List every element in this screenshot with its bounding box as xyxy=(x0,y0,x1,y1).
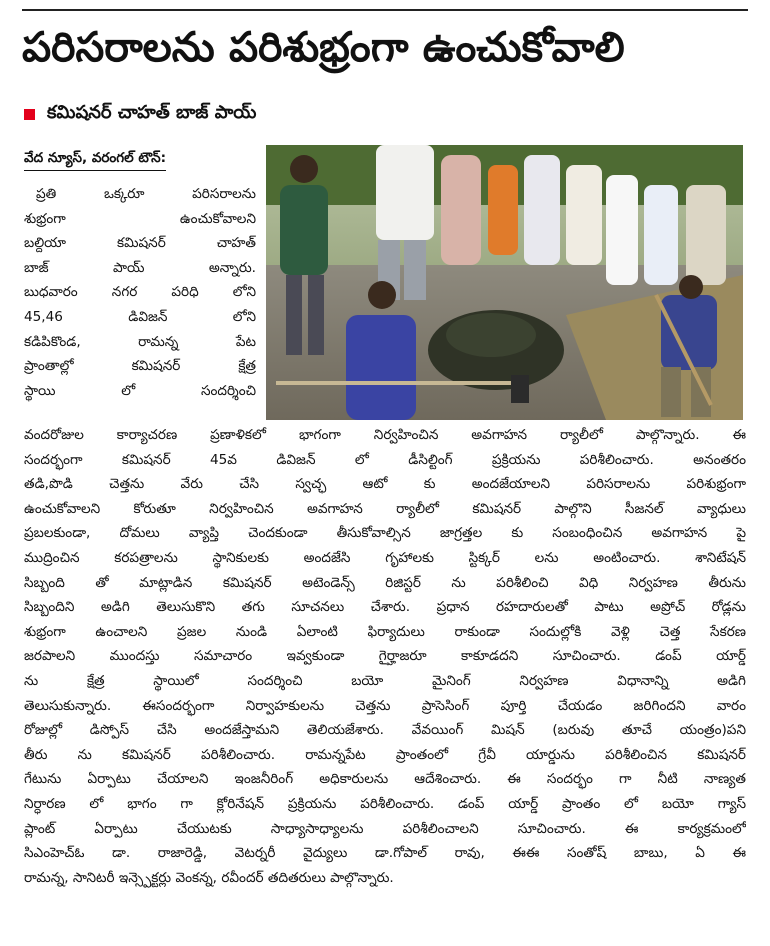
body-line: బాజ్ పాయ్ అన్నారు. xyxy=(24,259,256,276)
body-line: వందరోజుల కార్యాచరణ ప్రణాళికలో భాగంగా నిర్వహించిన అవగాహన ర్యాలీలో పాల్గొన్నారు. ఈ xyxy=(24,427,746,443)
body-line: రోజుల్లో డిస్పోస్ చేసి అందజేస్తామని తెలియజేశారు. వేవయింగ్ మిషన్ (బరువు తూచే యంత్రం)పని xyxy=(24,722,746,739)
body-line: సిఎంహెచ్ఓ డా. రాజారెడ్డి, వెటర్నరీ వైద్యులు డా.గోపాల్ రావు, ఈఈ సంతోష్ బాబు, ఏ ఈ xyxy=(24,845,746,862)
body-line: జరపాలని ముందస్తు సమాచారం ఇవ్వకుండా గైర్హాజరూ కాకూడదని సూచించారు. డంప్ యార్డ్ xyxy=(24,648,746,665)
body-line: ఉంచుకోవాలని కోరుతూ నిర్వహించిన అవగాహన ర్యాలీలో కమిషనర్ పాల్గొని సీజనల్ వ్యాధులు xyxy=(24,500,746,517)
body-line: శుభ్రంగా ఉంచాలని ప్రజల నుండి ఏలాంటి ఫిర్యాదులు రాకుండా సందుల్లోకి వెళ్లి చెత్త సేకరణ xyxy=(24,623,746,640)
body-line: తీరు ను కమిషనర్ పరిశీలించారు. రామన్నపేట ప్రాంతంలో గ్రేవీ యార్డును పరిశీలించిన కమిషనర్ xyxy=(24,746,746,763)
news-photo-icon xyxy=(266,145,743,420)
body-line: సిబ్బంది తో మాట్లాడిన కమిషనర్ అటెండెన్స్ రిజిస్టర్ ను పరిశీలించి విధి నిర్వహణ తీరును xyxy=(24,574,746,591)
body-line: తడి,పొడి చెత్తను వేరు చేసి స్వచ్ఛ ఆటో కు అందజేయాలని పరిసరాలను పరిశుభ్రంగా xyxy=(24,476,746,493)
subheadline-row xyxy=(24,98,256,130)
narrow-column xyxy=(24,182,256,403)
body-line: శుభ్రంగా ఉంచుకోవాలని xyxy=(24,210,256,227)
body-line: సిబ్బందిని అడిగి తెలుసుకొని తగు సూచనలు చేశారు. ప్రధాన రహదారులతో పాటు అప్రోచ్ రోడ్లను xyxy=(24,599,746,616)
body-line: ప్రతి ఒక్కరూ పరిసరాలను xyxy=(36,186,256,202)
body-line: రామన్న, సానిటరీ ఇన్స్పెక్టర్లు వెంకన్న, రవీందర్ తదితరులు పాల్గొన్నారు. xyxy=(24,869,394,886)
body-line: తెలుసుకున్నారు. ఈసందర్భంగా నిర్వాహకులను చెత్తను ప్రాసెసింగ్ పూర్తి చేయడం జరిగిందని వారం xyxy=(24,697,746,714)
top-rule xyxy=(22,9,748,11)
full-width-body xyxy=(24,423,746,890)
body-line: స్థాయి లో సందర్శించి xyxy=(24,382,256,399)
red-square-bullet-icon xyxy=(24,109,35,120)
body-line: 45,46 డివిజన్ లోని xyxy=(24,308,256,325)
body-line: బుధవారం నగర పరిధి లోని xyxy=(24,284,256,301)
body-line: కడిపికొండ, రామన్న పేట xyxy=(24,333,256,350)
body-line: ను క్షేత్ర స్థాయిలో సందర్శించి బయో మైనింగ్ నిర్వహణ విధానాన్ని అడిగి xyxy=(24,672,746,689)
body-line: ప్రాంతాల్లో కమిషనర్ క్షేత్ర xyxy=(24,358,256,375)
headline: పరిసరాలను పరిశుభ్రంగా ఉంచుకోవాలి xyxy=(22,23,625,71)
subheadline: కమిషనర్ చాహత్ బాజ్ పాయ్ xyxy=(47,101,257,123)
body-line: బల్దియా కమిషనర్ చాహత్ xyxy=(24,235,256,252)
body-line: ప్లాంట్ ఏర్పాటు చేయుటకు సాధ్యాసాధ్యాలను పరిశీలించాలని సూచించారు. ఈ కార్యక్రమంలో xyxy=(24,820,746,837)
body-line: ప్రబలకుండా, దోమలు వ్యాప్తి చెందకుండా తీసుకోవాల్సిన జాగ్రత్తల కు సంబంధించిన అవగాహన పై xyxy=(24,525,746,542)
dateline: వేద న్యూస్, వరంగల్ టౌన్: xyxy=(24,150,166,171)
body-line: ముద్రించిన కరపత్రాలను స్థానికులకు అందజేసి గృహాలకు స్టిక్కర్ లను అంటించారు. శానిటేషన్ xyxy=(24,549,746,566)
body-line: సందర్భంగా కమిషనర్ 45వ డివిజన్ లో డీసిల్టింగ్ ప్రక్రియను పరిశీలించారు. అనంతరం xyxy=(24,451,746,468)
body-line: గేటును ఏర్పాటు చేయాలని ఇంజనీరింగ్ అధికారులను ఆదేశించారు. ఈ సందర్భం గా నీటి నాణ్యత xyxy=(24,771,746,788)
body-line: నిర్ధారణ లో భాగం గా క్లోరినేషన్ ప్రక్రియను పరిశీలించారు. డంప్ యార్డ్ ప్రాంతం లో బయో గ్యాస్ xyxy=(24,795,746,812)
